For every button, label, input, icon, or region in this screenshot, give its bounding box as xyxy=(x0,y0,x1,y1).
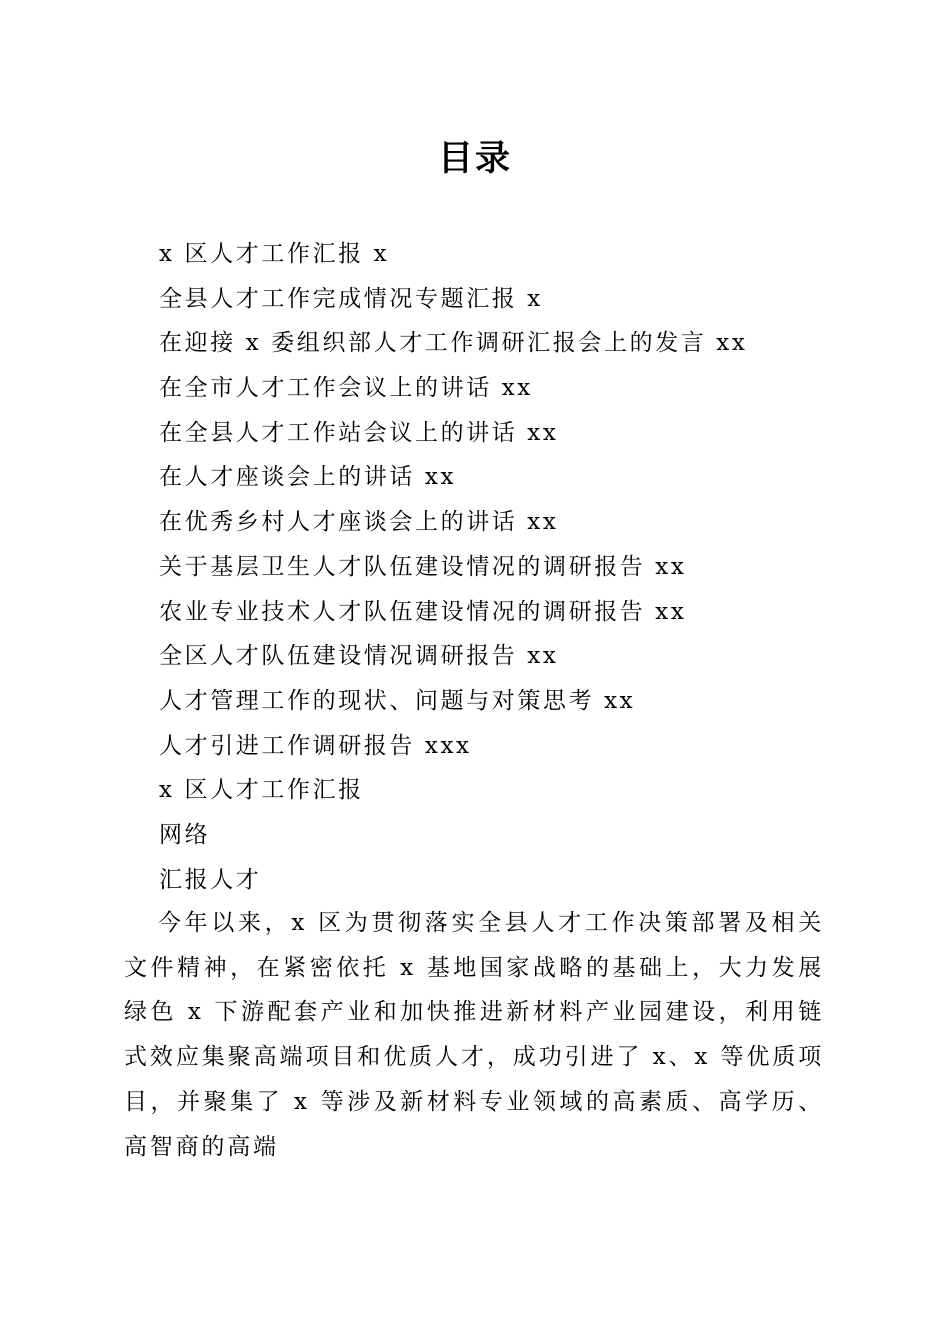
section-subheading: 汇报人才 xyxy=(159,866,262,893)
toc-item: 全县人才工作完成情况专题汇报 x xyxy=(159,285,543,312)
body-paragraph: 今年以来，x 区为贯彻落实全县人才工作决策部署及相关文件精神，在紧密依托 x 基地国家战略的基础上，大力发展绿色 x 下游配套产业和加快推进新材料产业园建设，利用链式效应集聚高端项目和优质人才，成功引进了 x、x 等优质项目，并聚集了 x 等涉及新材料专业领域的高素质、高学历、高智商的高端 xyxy=(124,910,824,1160)
toc-item: 在迎接 x 委组织部人才工作调研汇报会上的发言 xx xyxy=(159,330,748,357)
toc-item: 在全市人才工作会议上的讲话 xx xyxy=(159,375,533,402)
toc-item: 在优秀乡村人才座谈会上的讲话 xx xyxy=(159,509,559,536)
table-of-contents xyxy=(159,232,747,902)
toc-item: 人才管理工作的现状、问题与对策思考 xx xyxy=(159,687,636,714)
page-title: 目录 xyxy=(437,138,512,179)
section-heading: x 区人才工作汇报 xyxy=(159,777,364,804)
toc-item: 在全县人才工作站会议上的讲话 xx xyxy=(159,419,559,446)
toc-item: x 区人才工作汇报 x xyxy=(159,241,390,267)
toc-item: 关于基层卫生人才队伍建设情况的调研报告 xx xyxy=(159,553,687,580)
toc-item: 全区人才队伍建设情况调研报告 xx xyxy=(159,643,559,670)
section-source: 网络 xyxy=(159,821,211,848)
toc-item: 在人才座谈会上的讲话 xx xyxy=(159,464,457,491)
toc-item: 人才引进工作调研报告 xxx xyxy=(159,732,472,759)
toc-item: 农业专业技术人才队伍建设情况的调研报告 xx xyxy=(159,598,687,625)
